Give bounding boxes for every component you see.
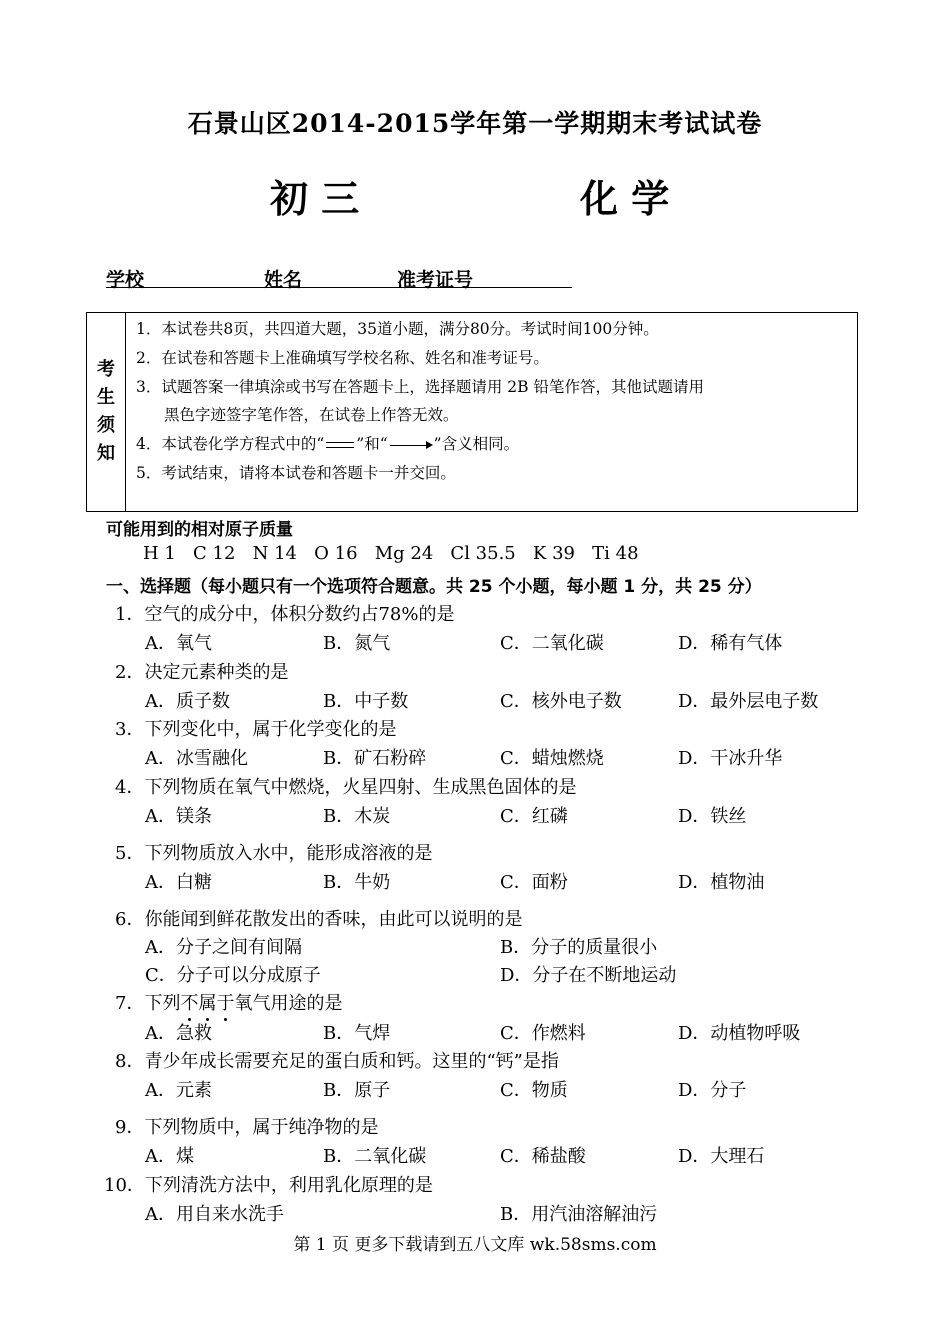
option-a: A．分子之间有间隔	[145, 937, 302, 958]
atomic-mass-values: H 1 C 12 N 14 O 16 Mg 24 Cl 35.5 K 39 Ti 48	[143, 543, 639, 564]
right-arrow-icon	[388, 440, 434, 450]
option-c: C．面粉	[500, 872, 568, 893]
option-c: C．作燃料	[500, 1023, 586, 1044]
question-stem: 10．下列清洗方法中，利用乳化原理的是	[104, 1175, 433, 1196]
option-d: D．动植物呼吸	[678, 1023, 801, 1044]
option-b: B．二氧化碳	[323, 1146, 427, 1167]
info-underline	[106, 287, 572, 288]
option-b: B．气焊	[323, 1023, 391, 1044]
emphasis-char: 于	[216, 993, 234, 1014]
name-label: 姓名	[264, 269, 303, 291]
option-b: B．用汽油溶解油污	[500, 1204, 658, 1225]
question-stem: 6．你能闻到鲜花散发出的香味，由此可以说明的是	[115, 909, 523, 930]
notice-box	[86, 312, 858, 512]
page-footer: 第 1 页 更多下载请到五八文库 wk.58sms.com	[293, 1235, 657, 1255]
option-b: B．原子	[323, 1080, 391, 1101]
option-d: D．大理石	[678, 1146, 765, 1167]
school-label: 学校	[106, 269, 145, 291]
option-a: A．用自来水洗手	[145, 1204, 284, 1225]
option-a: A．冰雪融化	[145, 748, 248, 769]
option-c: C．红磷	[500, 806, 568, 827]
emphasis-char: 不	[180, 993, 198, 1014]
exam-title: 石景山区2014-2015学年第一学期期末考试试卷	[187, 109, 763, 138]
option-c: C．核外电子数	[500, 691, 622, 712]
option-a: A．氧气	[145, 633, 212, 654]
section1-heading: 一、选择题（每小题只有一个选项符合题意。共 25 个小题，每小题 1 分，共 25 分）	[106, 577, 762, 597]
option-b: B．木炭	[323, 806, 391, 827]
notice-item-4: 4．本试卷化学方程式中的“ ”和“ ”含义相同。	[136, 435, 520, 453]
option-d: D．干冰升华	[678, 748, 783, 769]
option-a: A．煤	[145, 1146, 194, 1167]
option-c: C．稀盐酸	[500, 1146, 586, 1167]
option-d: D．铁丝	[678, 806, 747, 827]
option-b: B．氮气	[323, 633, 391, 654]
question-stem: 8．青少年成长需要充足的蛋白质和钙。这里的“钙”是指	[115, 1051, 559, 1072]
question-stem: 7．下列不 属 于 氧气用途的是	[115, 989, 342, 1015]
option-d: D．分子	[678, 1080, 747, 1101]
question-stem: 2．决定元素种类的是	[115, 662, 289, 683]
question-stem: 5．下列物质放入水中，能形成溶液的是	[115, 843, 433, 864]
notice-item: 3．试题答案一律填涂或书写在答题卡上，选择题请用 2B 铅笔作答，其他试题请用	[136, 378, 704, 396]
emphasis-char: 属	[198, 993, 216, 1014]
option-c: C．分子可以分成原子	[145, 965, 321, 986]
option-a: A．白糖	[145, 872, 212, 893]
option-d: D．稀有气体	[678, 633, 783, 654]
notice-item: 黑色字迹签字笔作答，在试卷上作答无效。	[164, 406, 459, 424]
question-stem: 9．下列物质中，属于纯净物的是	[115, 1117, 379, 1138]
option-b: B．矿石粉碎	[323, 748, 427, 769]
question-stem: 1．空气的成分中，体积分数约占78%的是	[115, 604, 455, 625]
atomic-mass-heading: 可能用到的相对原子质量	[106, 520, 293, 540]
notice-item: 2．在试卷和答题卡上准确填写学校名称、姓名和准考证号。	[136, 349, 549, 367]
option-c: C．物质	[500, 1080, 568, 1101]
option-b: B．牛奶	[323, 872, 391, 893]
notice-heading: 考 生 须 知	[87, 313, 126, 511]
notice-item: 1．本试卷共8页，共四道大题，35道小题，满分80分。考试时间100分钟。	[136, 320, 659, 338]
question-stem: 4．下列物质在氧气中燃烧，火星四射、生成黑色固体的是	[115, 777, 577, 798]
option-a: A．质子数	[145, 691, 230, 712]
equals-sign-icon	[324, 440, 356, 450]
grade-label: 初 三	[270, 176, 360, 221]
question-stem: 3．下列变化中，属于化学变化的是	[115, 719, 397, 740]
option-b: B．分子的质量很小	[500, 937, 658, 958]
option-d: D．植物油	[678, 872, 765, 893]
notice-item: 5．考试结束，请将本试卷和答题卡一并交回。	[136, 464, 456, 482]
exam-id-label: 准考证号	[397, 269, 474, 291]
option-c: C．二氧化碳	[500, 633, 604, 654]
option-a: A．镁条	[145, 806, 212, 827]
option-a: A．急救	[145, 1023, 212, 1044]
option-d: D．分子在不断地运动	[500, 965, 677, 986]
option-c: C．蜡烛燃烧	[500, 748, 604, 769]
subject-label: 化 学	[580, 176, 670, 221]
option-a: A．元素	[145, 1080, 212, 1101]
option-b: B．中子数	[323, 691, 409, 712]
option-d: D．最外层电子数	[678, 691, 819, 712]
